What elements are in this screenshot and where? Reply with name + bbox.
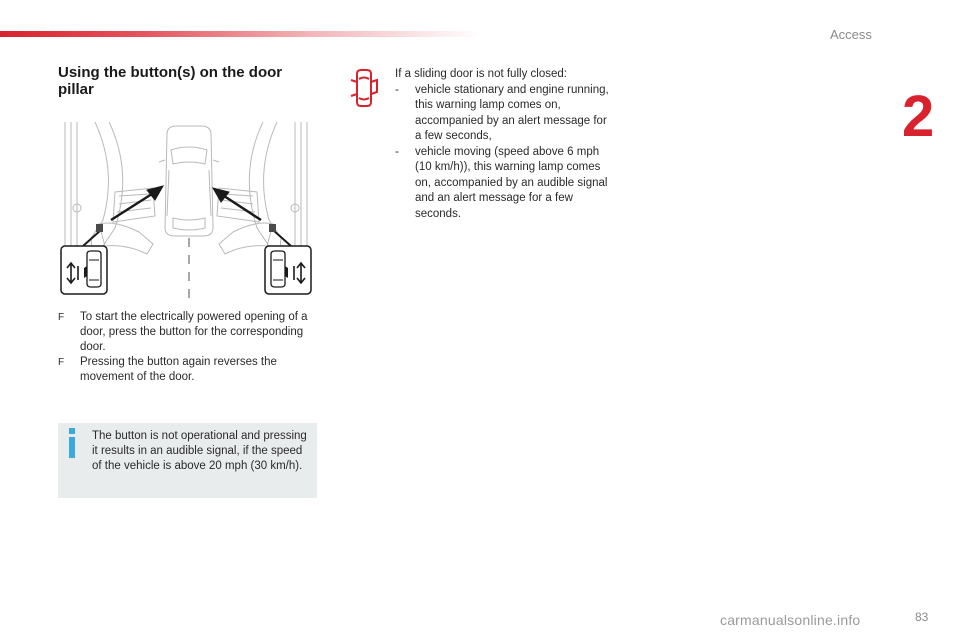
- section-title: Access: [830, 27, 872, 42]
- sliding-door-warning-lamp-icon: [347, 68, 381, 108]
- page-number: 83: [915, 610, 929, 624]
- list-item: [395, 83, 610, 145]
- bullet-marker: F: [58, 357, 65, 368]
- dash-marker: -: [395, 83, 399, 96]
- instruction-list: [58, 310, 320, 385]
- info-note-box: [58, 423, 317, 498]
- dash-marker: -: [395, 145, 399, 158]
- list-item: [58, 355, 320, 385]
- info-note-text: The button is not operational and pressing it results in an audible signal, if the speed of the vehicle is above 20 mph (30 km/h).: [92, 430, 307, 472]
- warning-conditions-list: [395, 83, 610, 223]
- section-heading: Using the button(s) on the door pillar: [58, 64, 283, 98]
- chapter-number: 2: [902, 84, 935, 149]
- bullet-text: To start the electrically powered opening of a door, press the button for the corresponding door.: [80, 311, 308, 353]
- bullet-marker: F: [58, 312, 65, 323]
- chapter-color-bar: [0, 31, 480, 37]
- condition-text: vehicle stationary and engine running, this warning lamp comes on, accompanied by an alert message for a few seconds,: [415, 83, 609, 142]
- warning-description: [395, 67, 610, 222]
- watermark: carmanualsonline.info: [720, 612, 861, 628]
- info-icon: [66, 428, 78, 458]
- condition-text: vehicle moving (speed above 6 mph (10 km/h)), this warning lamp comes on, accompanied by an audible signal and an alert message for a few seconds.: [415, 145, 608, 220]
- bullet-text: Pressing the button again reverses the movement of the door.: [80, 356, 277, 383]
- list-item: [395, 145, 610, 223]
- list-item: [58, 310, 320, 355]
- door-pillar-button-illustration: [55, 120, 317, 302]
- warning-intro: If a sliding door is not fully closed:: [395, 68, 567, 80]
